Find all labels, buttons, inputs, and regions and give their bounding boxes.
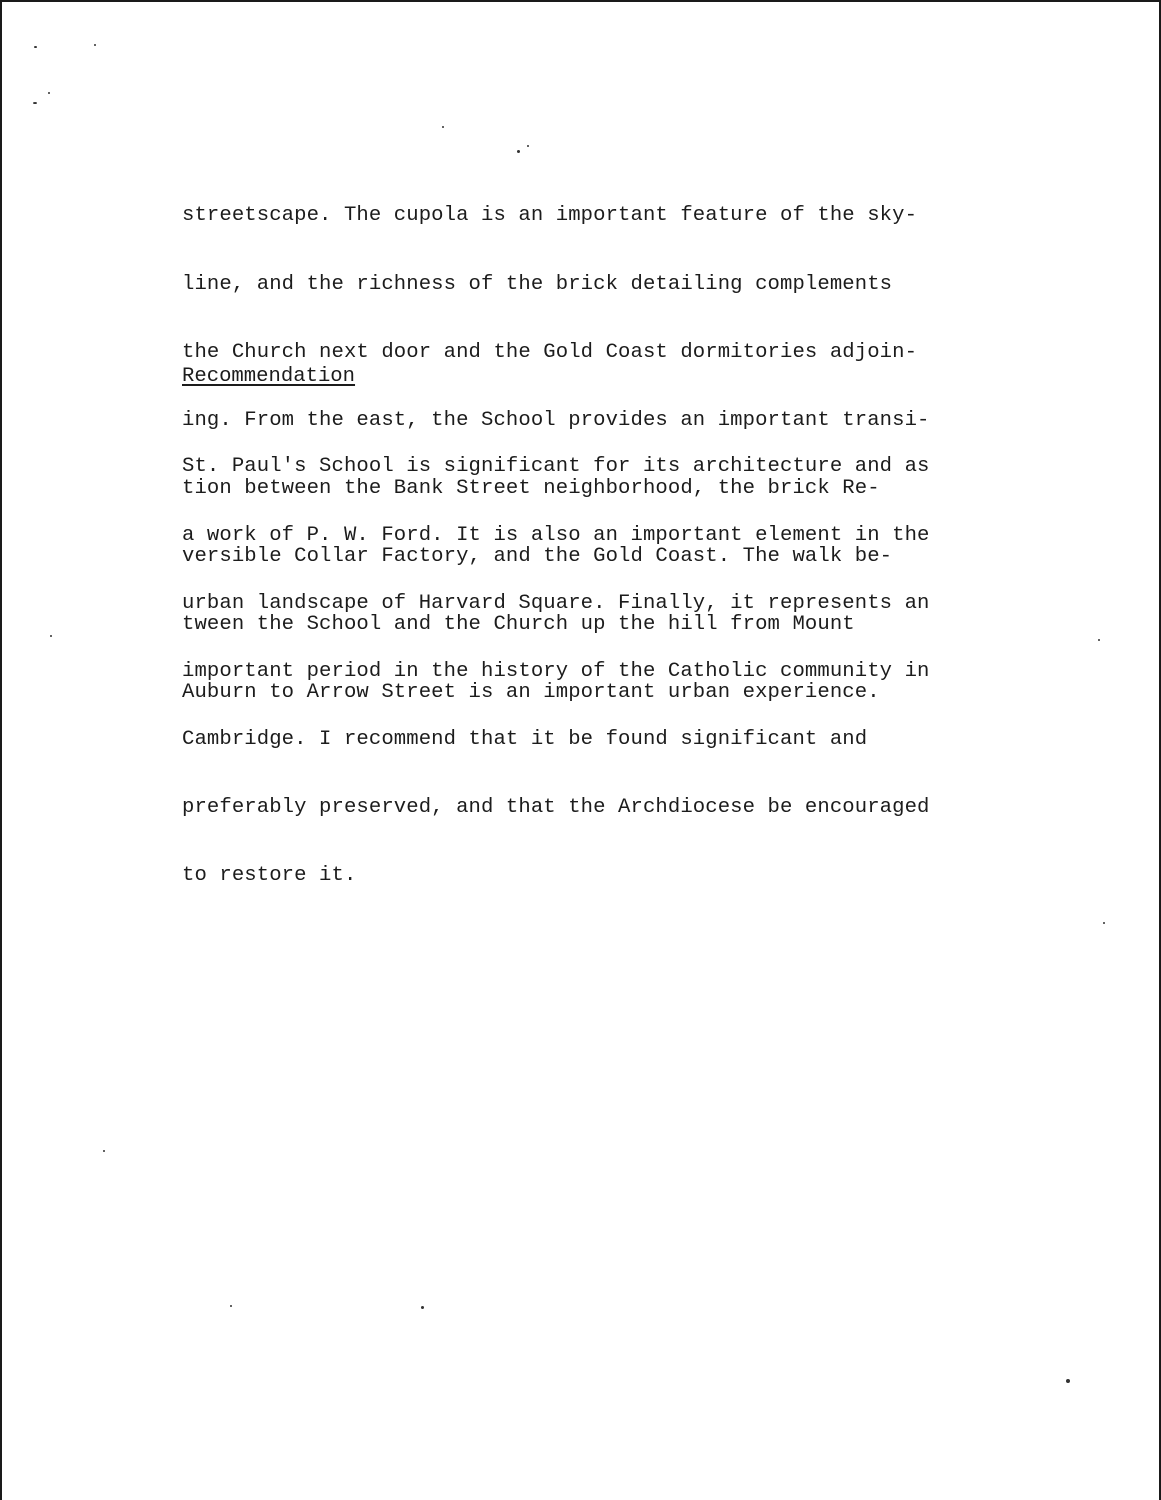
paragraph-line: the Church next door and the Gold Coast dormitories adjoin- [182,340,918,364]
paragraph-line: ing. From the east, the School provides an important transi- [182,408,930,432]
paragraph-line: St. Paul's School is significant for its architecture and as [182,455,930,479]
scan-speck [50,635,52,637]
scan-speck [527,145,529,147]
scan-speck [103,1150,105,1152]
scan-speck [1103,922,1105,924]
scan-speck [48,92,50,94]
paragraph-line: tion between the Bank Street neighborhood, the brick Re- [182,476,880,500]
section-heading-recommendation: Recommendation [182,365,356,388]
scan-speck [230,1305,232,1307]
paragraph-line: tween the School and the Church up the hill from Mount [182,612,855,636]
scan-speck [442,126,444,128]
paragraph-line: urban landscape of Harvard Square. Finally, it represents an [182,591,930,615]
paragraph-line: a work of P. W. Ford. It is also an important element in the [182,523,930,547]
body-paragraph-recommendation [182,408,1012,933]
scan-speck [421,1306,424,1309]
scan-speck [517,150,520,153]
scan-speck [33,102,37,104]
paragraph-line: to restore it. [182,863,357,887]
scan-speck [34,46,37,48]
paragraph-line: important period in the history of the Catholic community in [182,659,930,683]
scan-speck [1066,1379,1070,1383]
paragraph-line: line, and the richness of the brick detailing complements [182,272,893,296]
paragraph-line: preferably preserved, and that the Archdiocese be encouraged [182,795,930,819]
paragraph-line: Cambridge. I recommend that it be found significant and [182,727,868,751]
scan-speck [94,44,96,46]
paragraph-line: Auburn to Arrow Street is an important urban experience. [182,681,880,705]
paragraph-line: streetscape. The cupola is an important feature of the sky- [182,204,918,228]
paragraph-line: versible Collar Factory, and the Gold Coast. The walk be- [182,544,893,568]
scan-speck [1098,639,1100,641]
